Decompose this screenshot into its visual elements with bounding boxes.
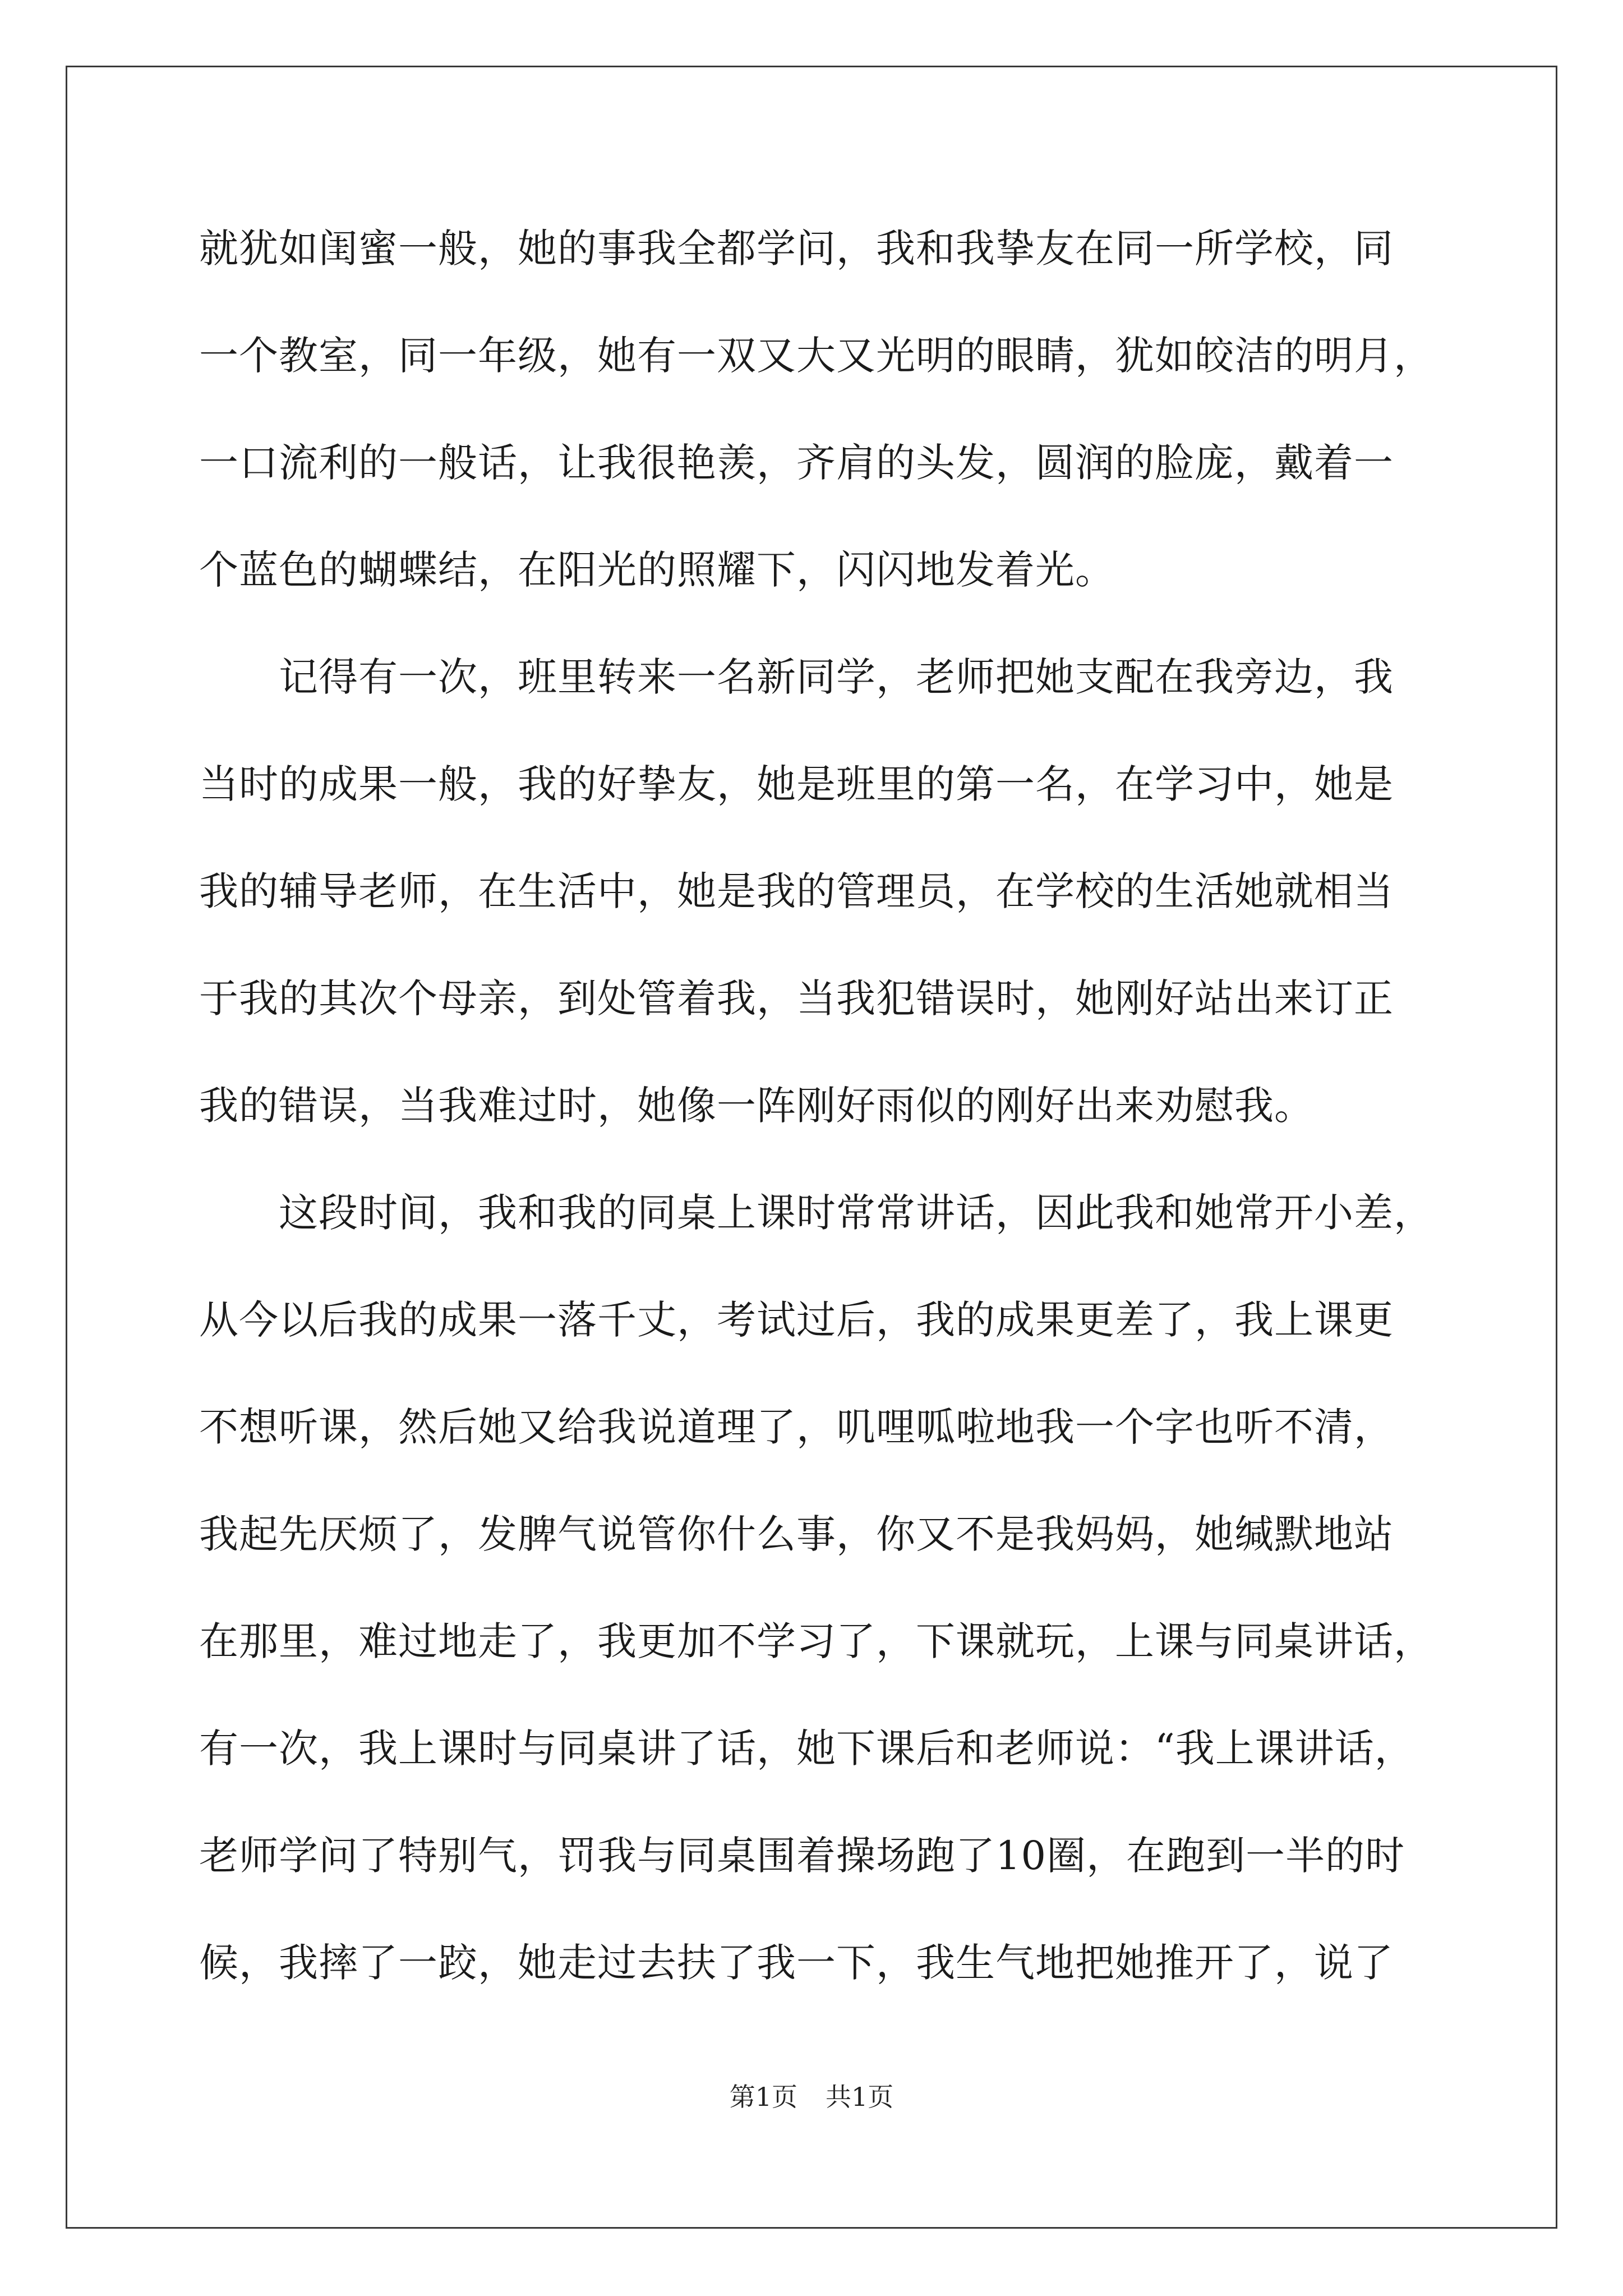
text-line: 这段时间，我和我的同桌上课时常常讲话，因此我和她常开小差， [199,1190,1433,1236]
text-line: 当时的成果一般，我的好挚友，她是班里的第一名，在学习中，她是 [199,761,1394,807]
page-total: 共1页 [826,2082,894,2112]
page-border [66,66,1557,2229]
text-line: 就犹如闺蜜一般，她的事我全都学问，我和我挚友在同一所学校，同 [199,226,1394,272]
text-line: 我的错误，当我难过时，她像一阵刚好雨似的刚好出来劝慰我。 [199,1083,1314,1129]
text-line: 老师学问了特别气，罚我与同桌围着操场跑了10圈，在跑到一半的时 [199,1833,1405,1879]
text-line: 一个教室，同一年级，她有一双又大又光明的眼睛，犹如皎洁的明月， [199,333,1433,379]
text-line: 候，我摔了一跤，她走过去扶了我一下，我生气地把她推开了，说了 [199,1940,1394,1986]
text-line: 我的辅导老师，在生活中，她是我的管理员，在学校的生活她就相当 [199,868,1394,914]
page-number: 第1页 [729,2082,797,2112]
text-line: 我起先厌烦了，发脾气说管你什么事，你又不是我妈妈，她缄默地站 [199,1511,1394,1557]
page-footer [0,2081,1623,2113]
text-line: 一口流利的一般话，让我很艳羡，齐肩的头发，圆润的脸庞，戴着一 [199,440,1394,486]
text-line: 不想听课，然后她又给我说道理了，叽哩呱啦地我一个字也听不清， [199,1404,1394,1450]
text-line: 记得有一次，班里转来一名新同学，老师把她支配在我旁边，我 [199,654,1394,700]
text-line: 个蓝色的蝴蝶结，在阳光的照耀下，闪闪地发着光。 [199,547,1115,593]
text-line: 于我的其次个母亲，到处管着我，当我犯错误时，她刚好站出来订正 [199,976,1394,1022]
text-line: 有一次，我上课时与同桌讲了话，她下课后和老师说：“我上课讲话， [199,1726,1414,1772]
text-line: 在那里，难过地走了，我更加不学习了，下课就玩，上课与同桌讲话， [199,1618,1433,1664]
text-line: 从今以后我的成果一落千丈，考试过后，我的成果更差了，我上课更 [199,1297,1394,1343]
